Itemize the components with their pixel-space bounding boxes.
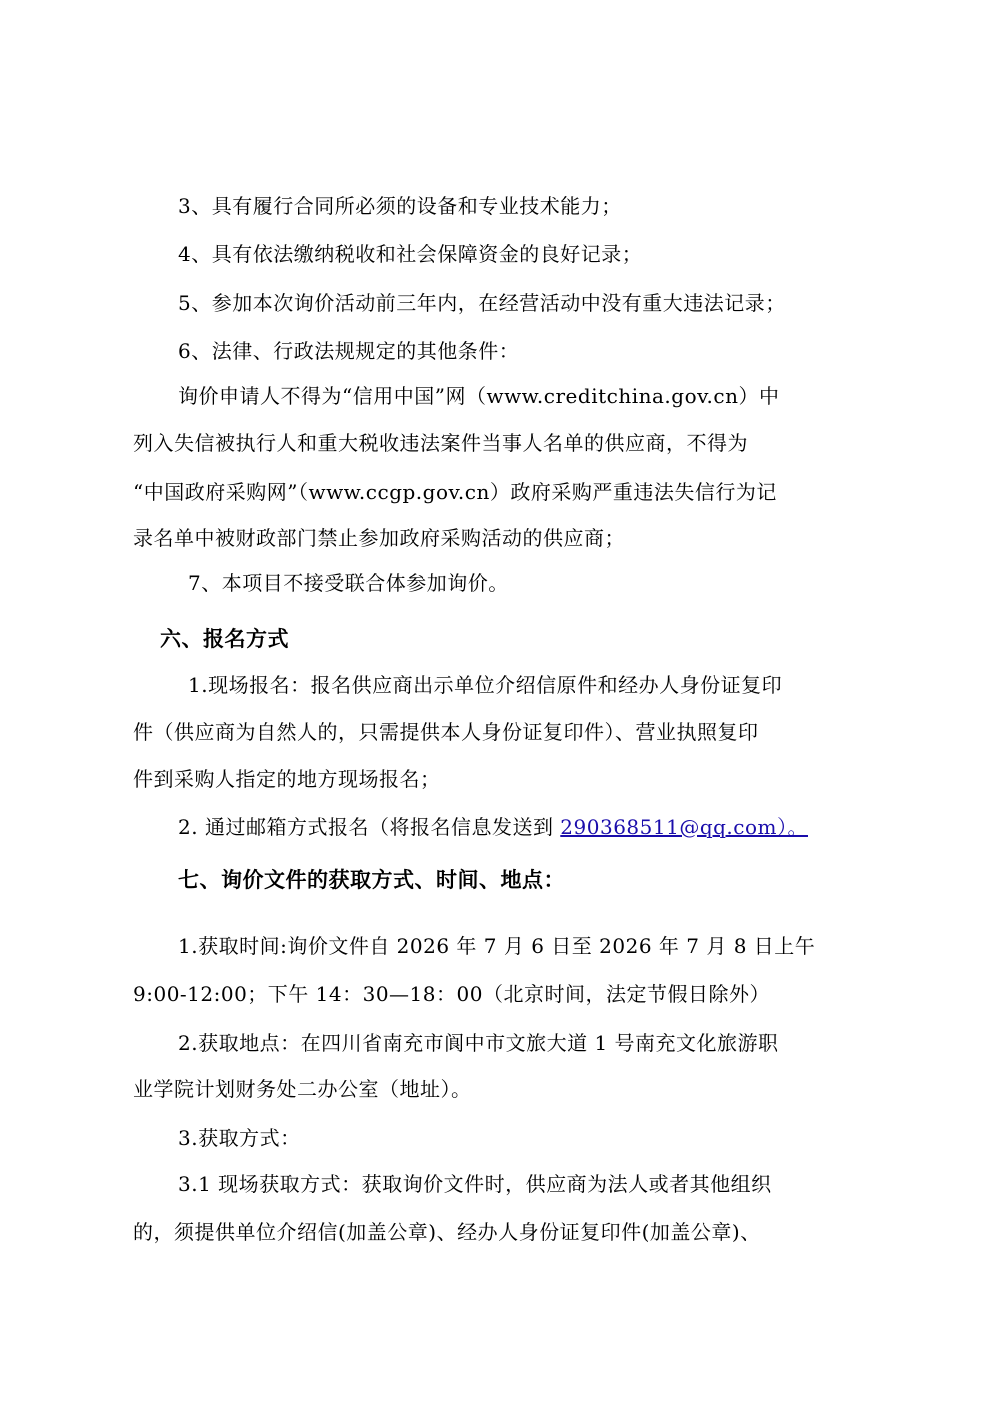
qualification-item-4: 4、具有依法缴纳税收和社会保障资金的良好记录； [178,242,643,266]
section-6-heading: 六、报名方式 [160,626,289,651]
qualification-item-6: 6、法律、行政法规规定的其他条件： [178,339,520,363]
qualification-note-line-3: “中国政府采购网”（www.ccgp.gov.cn）政府采购严重违法失信行为记 [133,480,777,504]
section-7-method-line-1: 3.1 现场获取方式：获取询价文件时，供应商为法人或者其他组织 [178,1172,772,1196]
email-link[interactable]: 290368511@qq.com）。 [560,815,808,839]
section-7-method-line-2: 的，须提供单位介绍信(加盖公章)、经办人身份证复印件(加盖公章)、 [133,1220,761,1244]
section-7-time-line-1: 1.获取时间:询价文件自 2026 年 7 月 6 日至 2026 年 7 月 8 日上午 [178,934,816,958]
section-7-place-line-2: 业学院计划财务处二办公室（地址）。 [133,1077,472,1101]
section-6-onsite-line-3: 件到采购人指定的地方现场报名； [133,767,441,791]
qualification-note-line-1: 询价申请人不得为“信用中国”网（www.creditchina.gov.cn）中 [178,384,780,408]
section-7-time-line-2: 9:00-12:00；下午 14：30—18：00（北京时间，法定节假日除外） [133,982,770,1006]
qualification-item-3: 3、具有履行合同所必须的设备和专业技术能力； [178,194,622,218]
qualification-item-7: 7、本项目不接受联合体参加询价。 [188,571,509,595]
qualification-item-5: 5、参加本次询价活动前三年内，在经营活动中没有重大违法记录； [178,291,786,315]
qualification-note-line-2: 列入失信被执行人和重大税收违法案件当事人名单的供应商，不得为 [133,431,748,455]
qualification-note-line-4: 录名单中被财政部门禁止参加政府采购活动的供应商； [133,526,625,550]
section-6-onsite-line-1: 1.现场报名：报名供应商出示单位介绍信原件和经办人身份证复印 [188,673,783,697]
section-6-onsite-line-2: 件（供应商为自然人的，只需提供本人身份证复印件）、营业执照复印 [133,720,759,744]
section-7-heading: 七、询价文件的获取方式、时间、地点： [178,867,565,892]
section-6-email-text: 2. 通过邮箱方式报名（将报名信息发送到 [178,815,561,839]
section-6-email-paragraph [178,813,808,841]
section-7-place-line-1: 2.获取地点：在四川省南充市阆中市文旅大道 1 号南充文化旅游职 [178,1031,779,1055]
section-7-method-heading: 3.获取方式： [178,1126,301,1150]
